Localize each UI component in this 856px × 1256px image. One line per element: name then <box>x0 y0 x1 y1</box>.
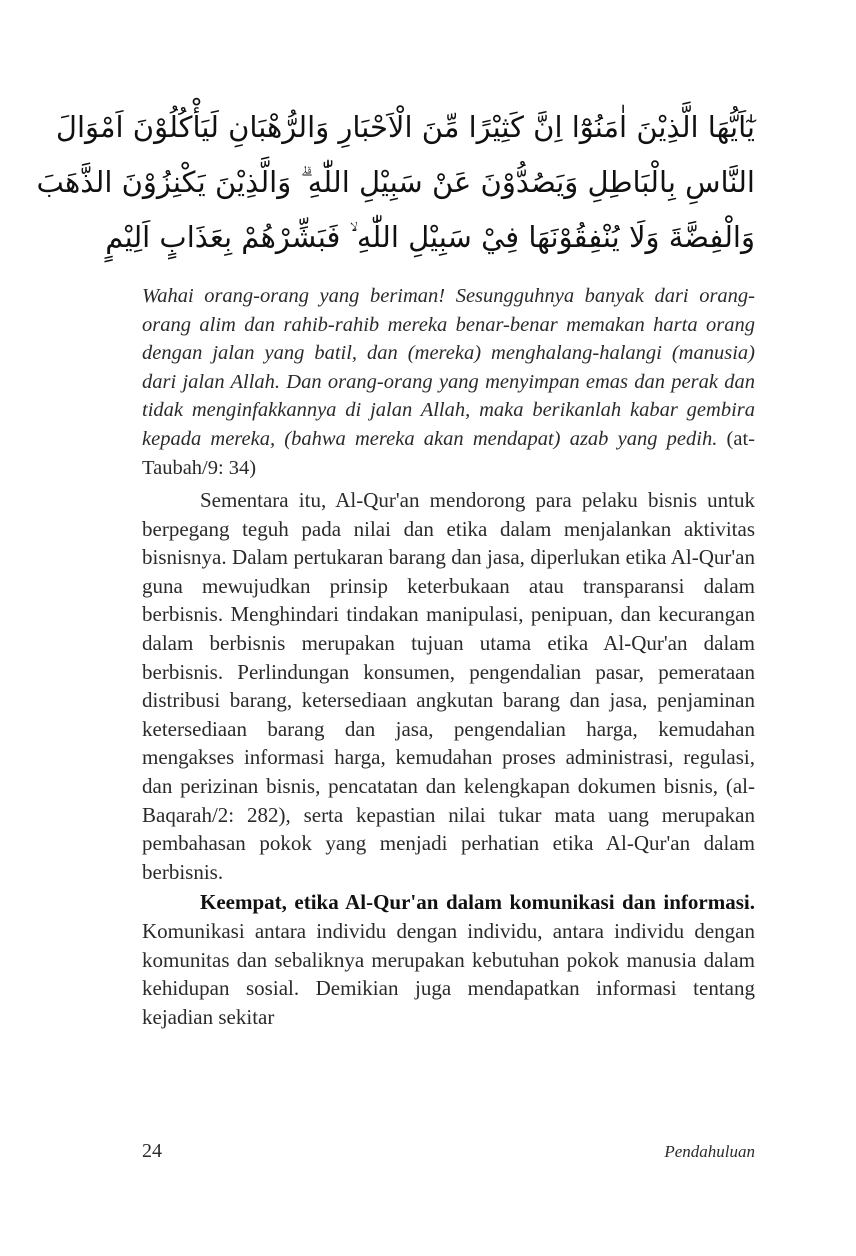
paragraph: Sementara itu, Al-Qur'an mendorong para pelaku bisnis untuk berpegang teguh pada nilai dan etika dalam menjalankan aktivitas bisnisnya. Dalam pertukaran barang dan jasa, diperlukan etika Al-Qur'an guna mewujudkan prinsip keterbukaan atau transparansi dalam berbisnis. Menghindari tindakan manipulasi, penipuan, dan kecurangan dalam berbisnis merupakan tujuan utama etika Al-Qur'an dalam berbisnis. Perlindungan konsumen, pengendalian pasar, pemerataan distribusi barang, ketersediaan angkutan barang dan jasa, penjaminan ketersediaan barang dan jasa, pengendalian harga, kemudahan mengakses informasi harga, kemudahan proses administrasi, regulasi, dan perizinan bisnis, pencatatan dan kelengkapan dokumen bisnis, (al-Baqarah/2: 282), serta kepastian nilai tukar mata uang merupakan pembahasan pokok yang menjadi perhatian etika Al-Qur'an dalam berbisnis. <box>142 488 755 884</box>
running-footer-title: Pendahuluan <box>664 1142 755 1161</box>
book-page <box>36 0 755 1256</box>
body-text <box>142 486 755 1031</box>
arabic-verse-line: يٰٓاَيُّهَا الَّذِيْنَ اٰمَنُوْٓا اِنَّ كَثِيْرًا مِّنَ الْاَحْبَارِ وَالرُّهْبَانِ لَيَأْكُلُوْنَ اَمْوَالَ <box>55 110 755 144</box>
page-footer <box>142 1140 755 1170</box>
translation-text: Wahai orang-orang yang beriman! Sesungguhnya banyak dari orang-orang alim dan rahib-rahib mereka benar-benar memakan harta orang dengan jalan yang batil, dan (mereka) menghalang-halangi (manusia) dari jalan Allah. Dan orang-orang yang menyimpan emas dan perak dan tidak menginfakkannya di jalan Allah, maka berikanlah kabar gembira kepada mereka, (bahwa mereka akan mendapat) azab yang pedih. <box>142 285 755 450</box>
arabic-verse <box>36 100 755 265</box>
page-number: 24 <box>142 1140 162 1162</box>
paragraph <box>142 888 755 1031</box>
verse-citation: (at-Taubah/9: 34) <box>142 427 755 479</box>
verse-translation <box>142 282 755 482</box>
section-heading-run: Keempat, etika Al-Qur'an dalam komunikasi dan informasi. <box>200 890 755 915</box>
paragraph-text: Komunikasi antara individu dengan individu, antara individu dengan komunitas dan sebaliknya merupakan kebutuhan pokok manusia dalam kehidupan sosial. Demikian juga mendapatkan informasi tentang kejadian sekitar <box>142 918 755 1029</box>
arabic-verse-line: وَالْفِضَّةَ وَلَا يُنْفِقُوْنَهَا فِيْ سَبِيْلِ اللّٰهِ ۙ فَبَشِّرْهُمْ بِعَذَابٍ اَلِيْمٍ <box>105 220 755 254</box>
arabic-verse-line: النَّاسِ بِالْبَاطِلِ وَيَصُدُّوْنَ عَنْ سَبِيْلِ اللّٰهِ ۗ وَالَّذِيْنَ يَكْنِزُوْنَ الذَّهَبَ <box>36 165 755 199</box>
